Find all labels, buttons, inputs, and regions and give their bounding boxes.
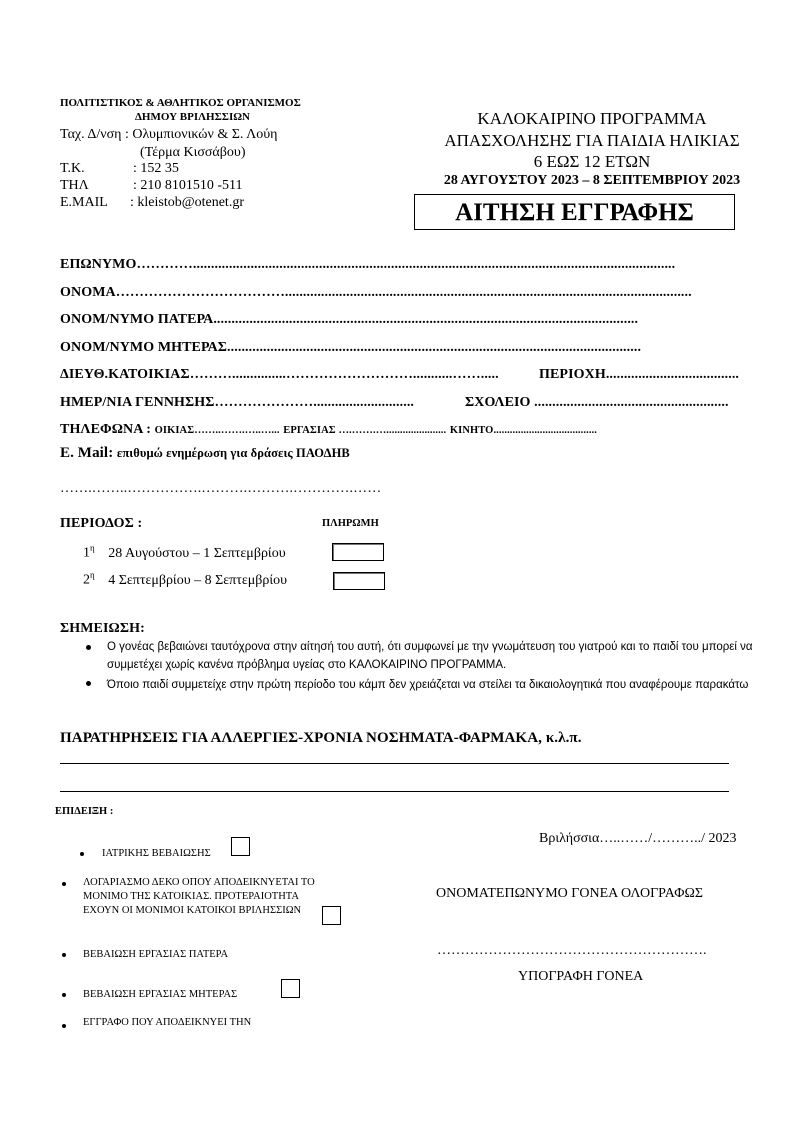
payment-label: ΠΛΗΡΩΜΗ — [322, 518, 379, 529]
program-dates: 28 ΑΥΓΟΥΣΤΟΥ 2023 – 8 ΣΕΠΤΕΜΒΡΙΟΥ 2023 — [443, 173, 741, 188]
parent-name-label: ΟΝΟΜΑΤΕΠΩΝΥΜΟ ΓΟΝΕΑ ΟΛΟΓΡΑΦΩΣ — [436, 886, 704, 901]
name-field[interactable]: ΟΝΟΜΑ………………………………................................................................................................................. — [60, 285, 692, 300]
notes-label: ΣΗΜΕΙΩΣΗ: — [60, 621, 145, 636]
email-note: επιθυμώ ενημέρωση για δράσεις ΠΑΟΔΗΒ — [116, 446, 350, 460]
birthdate-field[interactable]: ΗΜΕΡ/ΝΙΑ ΓΕΝΝΗΣΗΣ…………………............................ — [60, 395, 415, 410]
address-line1: Ταχ. Δ/νση : Ολυμπιονικών & Σ. Λούη — [60, 127, 278, 142]
document-item-3: ΒΕΒΑΙΩΣΗ ΕΡΓΑΣΙΑΣ ΠΑΤΕΡΑ — [83, 949, 229, 960]
signature-dots[interactable]: …………………………………………………. — [437, 943, 707, 958]
program-line2: ΑΠΑΣΧΟΛΗΣΗΣ ΓΙΑ ΠΑΙΔΙΑ ΗΛΙΚΙΑΣ — [444, 131, 740, 150]
program-line1: ΚΑΛΟΚΑΙΡΙΝΟ ΠΡΟΓΡΑΜΜΑ — [477, 109, 707, 128]
document-item-4: ΒΕΒΑΙΩΣΗ ΕΡΓΑΣΙΑΣ ΜΗΤΕΡΑΣ — [83, 989, 238, 1000]
documents-label: ΕΠΙΔΕΙΞΗ : — [55, 806, 114, 817]
phone-label: ΤΗΛ — [60, 178, 89, 193]
bullet-icon — [86, 645, 91, 650]
document-2-checkbox[interactable] — [322, 906, 341, 925]
remarks-label: ΠΑΡΑΤΗΡΗΣΕΙΣ ΓΙΑ ΑΛΛΕΡΓΙΕΣ-ΧΡΟΝΙΑ ΝΟΣΗΜΑΤΑ-ΦΑΡΜΑΚΑ, κ.λ.π. — [60, 730, 582, 746]
school-field[interactable]: ΣΧΟΛΕΙΟ ...................................................... — [465, 395, 729, 410]
home-phone-field[interactable]: ΟΙΚΙΑΣ……..…….…..…... — [154, 425, 280, 436]
program-line3: 6 ΕΩΣ 12 ΕΤΩΝ — [533, 152, 651, 171]
org-name-line2: ΔΗΜΟΥ ΒΡΙΛΗΣΣΙΩΝ — [135, 111, 250, 123]
phone-value: : 210 8101510 -511 — [133, 178, 243, 193]
place-date[interactable]: Βριλήσσια…..……/………../ 2023 — [539, 831, 737, 846]
work-phone-field[interactable]: ΕΡΓΑΣΙΑΣ ….…….…...................... — [283, 425, 447, 436]
document-item-1: ΙΑΤΡΙΚΗΣ ΒΕΒΑΙΩΣΗΣ — [102, 848, 211, 859]
email-field-label: E. Mail: — [60, 445, 114, 461]
bullet-icon — [80, 852, 84, 856]
email-label: E.MAIL — [60, 195, 108, 210]
mobile-phone-field[interactable]: ΚΙΝΗΤΟ...................................... — [449, 425, 597, 436]
document-1-checkbox[interactable] — [231, 837, 250, 856]
phones-row — [60, 422, 597, 438]
bullet-icon — [86, 681, 91, 686]
form-title: ΑΙΤΗΣΗ ΕΓΓΡΑΦΗΣ — [414, 194, 735, 230]
org-name-line1: ΠΟΛΙΤΙΣΤΙΚΟΣ & ΑΘΛΗΤΙΚΟΣ ΟΡΓΑΝΙΣΜΟΣ — [60, 97, 301, 109]
period-2-payment-box[interactable] — [333, 572, 385, 590]
document-item-5: ΕΓΓΡΑΦΟ ΠΟΥ ΑΠΟΔΕΙΚΝΥΕΙ ΤΗΝ — [83, 1017, 252, 1028]
remarks-line-1[interactable] — [60, 763, 729, 764]
email-value: : kleistob@otenet.gr — [130, 195, 244, 210]
tk-label: Τ.Κ. — [60, 161, 85, 176]
father-name-field[interactable]: ΟΝΟΜ/ΝΥΜΟ ΠΑΤΕΡΑ...................................................................................................................... — [60, 312, 639, 327]
period-item-2: $2^\eta$ 4 Σεπτεμβρίου – 8 Σεπτεμβρίου — [83, 570, 288, 588]
surname-field[interactable]: ΕΠΩΝΥΜΟ…………...................................................................................................................................... — [60, 257, 676, 272]
address-line2: (Τέρμα Κισσάβου) — [140, 145, 246, 160]
period-label: ΠΕΡΙΟΔΟΣ : — [60, 516, 143, 531]
phones-label: ΤΗΛΕΦΩΝΑ : — [60, 422, 152, 437]
area-field[interactable]: ΠΕΡΙΟΧΗ..................................... — [539, 367, 740, 382]
bullet-icon — [62, 882, 66, 886]
address-field[interactable]: ΔΙΕΥΘ.ΚΑΤΟΙΚΙΑΣ………...............………………………...........……..... — [60, 367, 499, 382]
note-item-2: Όποιο παιδί συμμετείχε στην πρώτη περίοδο του κάμπ δεν χρειάζεται να στείλει τα δικαιολογητικά που αναφέρουμε παρακάτω — [107, 679, 749, 691]
note-item-1: Ο γονέας βεβαιώνει ταυτόχρονα στην αίτησή του αυτή, ότι συμφωνεί με την γνωμάτευση του γιατρού και το παιδί του μπορεί να συμμετέχει χωρίς κανένα πρόβλημα υγείας στο ΚΑΛΟΚΑΙΡΙΝΟ ΠΡΟΓΡΑΜΜΑ. — [107, 641, 753, 671]
bullet-icon — [62, 1024, 66, 1028]
email-input-line[interactable]: …….……..…………….……….……….………….…… — [60, 481, 382, 496]
bullet-icon — [62, 993, 66, 997]
document-item-2: ΛΟΓΑΡΙΑΣΜΟ ΔΕΚΟ ΟΠΟΥ ΑΠΟΔΕΙΚΝΥΕΤΑΙ ΤΟ ΜΟΝΙΜΟ ΤΗΣ ΚΑΤΟΙΚΙΑΣ. ΠΡΟΤΕΡΑΙΟΤΗΤΑ ΕΧΟΥΝ ΟΙ ΜΟΝΙΜΟΙ ΚΑΤΟΙΚΟΙ ΒΡΙΛΗΣΣΙΩΝ — [83, 877, 315, 916]
signature-label: ΥΠΟΓΡΑΦΗ ΓΟΝΕΑ — [518, 969, 644, 984]
mother-name-field[interactable]: ΟΝΟΜ/ΝΥΜΟ ΜΗΤΕΡΑΣ................................................................................................................... — [60, 340, 642, 355]
bullet-icon — [62, 953, 66, 957]
tk-value: : 152 35 — [133, 161, 179, 176]
remarks-line-2[interactable] — [60, 791, 729, 792]
period-1-payment-box[interactable] — [332, 543, 384, 561]
period-item-1: $1^\eta$ 28 Αυγούστου – 1 Σεπτεμβρίου — [83, 543, 286, 561]
document-4-checkbox[interactable] — [281, 979, 300, 998]
email-row — [60, 445, 350, 462]
